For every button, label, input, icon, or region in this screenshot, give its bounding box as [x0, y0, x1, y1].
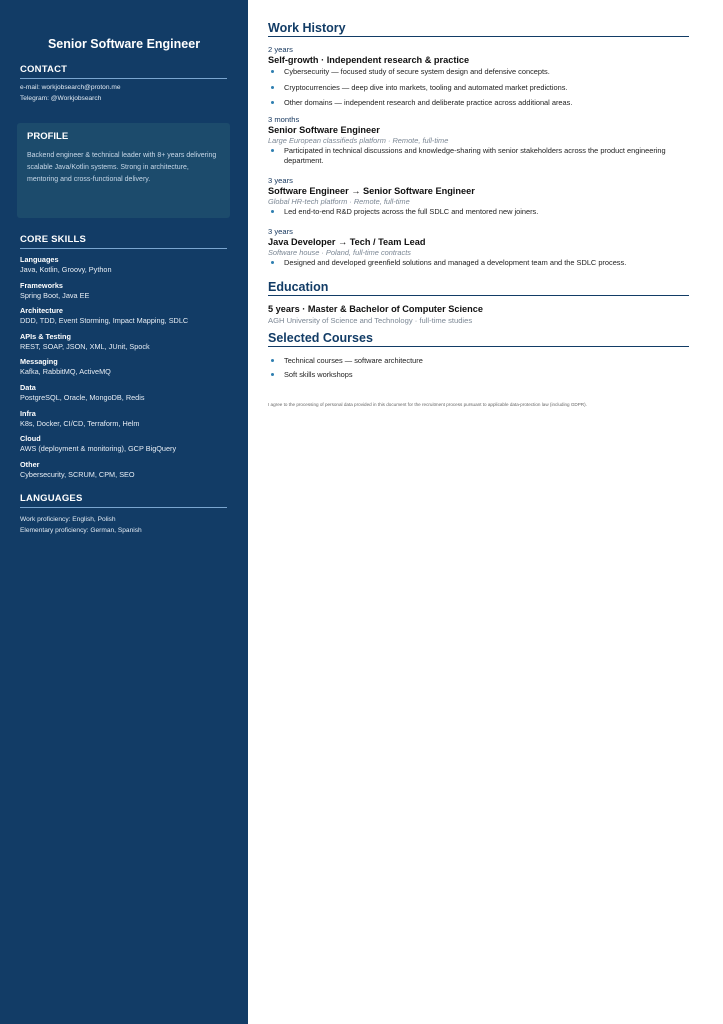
bullet-dot-icon: [271, 86, 274, 89]
skill-value: PostgreSQL, Oracle, MongoDB, Redis: [20, 392, 145, 402]
profile-box: [17, 123, 230, 218]
bullet-dot-icon: [271, 373, 274, 376]
job-bullet: Designed and developed greenfield solutions and managed a development team and the SDLC process.: [268, 258, 689, 268]
language-line: Work proficiency: English, Polish: [20, 516, 116, 523]
skill-group: [20, 281, 230, 301]
skill-value: Cybersecurity, SCRUM, CPM, SEO: [20, 469, 135, 479]
job-bullet: Cybersecurity — focused study of secure system design and defensive concepts.: [268, 67, 689, 77]
sidebar-title: Senior Software Engineer: [47, 37, 201, 51]
core-skills-list: [20, 255, 230, 485]
skill-label: APIs & Testing: [20, 331, 71, 341]
job-bullet: Led end-to-end R&D projects across the full SDLC and mentored new joiners.: [268, 207, 689, 217]
skill-label: Frameworks: [20, 280, 63, 290]
bullet-dot-icon: [271, 359, 274, 362]
skill-group: [20, 255, 230, 275]
bullet-dot-icon: [271, 210, 274, 213]
education-school: AGH University of Science and Technology · full-time studies: [268, 316, 473, 325]
skill-value: Spring Boot, Java EE: [20, 290, 90, 300]
contact-email: e-mail: workjobsearch@proton.me: [20, 84, 121, 91]
skill-label: Other: [20, 459, 40, 469]
skill-value: AWS (deployment & monitoring), GCP BigQuery: [20, 444, 177, 454]
bullet-dot-icon: [271, 261, 274, 264]
skill-value: Kafka, RabbitMQ, ActiveMQ: [20, 367, 111, 377]
skill-group: [20, 434, 230, 454]
job-entry: [268, 115, 689, 165]
job-bullet: Cryptocurrencies — deep dive into markets, tooling and automated market predictions.: [268, 83, 689, 93]
job-role: Senior Software Engineer: [268, 125, 380, 135]
skill-group: [20, 357, 230, 377]
skill-label: Data: [20, 382, 36, 392]
skill-group: [20, 460, 230, 480]
languages-heading: LANGUAGES: [20, 493, 227, 508]
job-role: Self-growth · Independent research & practice: [268, 55, 470, 65]
job-company: Software house · Poland, full-time contracts: [268, 248, 411, 257]
contact-heading: CONTACT: [20, 64, 227, 79]
profile-heading: PROFILE: [27, 131, 69, 142]
education-degree: 5 years · Master & Bachelor of Computer Science: [268, 304, 483, 314]
sidebar: [0, 0, 248, 1024]
job-entry: [268, 176, 689, 217]
skill-label: Infra: [20, 408, 36, 418]
skill-value: Java, Kotlin, Groovy, Python: [20, 265, 112, 274]
course-item: [268, 356, 688, 366]
job-entry: [268, 227, 689, 268]
course-item: [268, 370, 688, 380]
course-bullet: Soft skills workshops: [268, 370, 688, 380]
skill-value: K8s, Docker, CI/CD, Terraform, Helm: [20, 418, 140, 428]
gdpr-clause: I agree to the processing of personal data provided in this document for the recruitment process pursuant to applicable data-protection law (including GDPR).: [268, 402, 587, 407]
skill-group: [20, 409, 230, 429]
bullet-dot-icon: [271, 70, 274, 73]
core-skills-heading: CORE SKILLS: [20, 234, 227, 249]
job-duration: 3 months: [268, 115, 300, 124]
job-duration: 3 years: [268, 227, 293, 236]
skill-label: Architecture: [20, 306, 63, 316]
skill-group: [20, 332, 230, 352]
job-bullet: Other domains — independent research and deliberate practice across additional areas.: [268, 98, 689, 108]
job-duration: 3 years: [268, 176, 293, 185]
skill-group: [20, 306, 230, 326]
skill-value: DDD, TDD, Event Storming, Impact Mapping, SDLC: [20, 316, 189, 326]
job-duration: 2 years: [268, 45, 293, 54]
profile-text: Backend engineer & technical leader with 8+ years delivering scalable Java/Kotlin systems. Strong in architecture, mentoring and cross-functional delivery.: [27, 152, 217, 183]
contact-telegram: Telegram: @Workjobsearch: [20, 95, 102, 102]
skill-value: REST, SOAP, JSON, XML, JUnit, Spock: [20, 341, 150, 351]
course-bullet: Technical courses — software architecture: [268, 356, 688, 366]
job-entry: [268, 45, 689, 108]
job-company: Global HR-tech platform · Remote, full-time: [268, 197, 410, 206]
skill-group: [20, 383, 230, 403]
skill-label: Messaging: [20, 357, 58, 367]
skill-label: Cloud: [20, 434, 41, 444]
job-company: Large European classifieds platform · Remote, full-time: [268, 136, 449, 145]
language-line: Elementary proficiency: German, Spanish: [20, 527, 142, 534]
courses-heading: Selected Courses: [268, 331, 689, 347]
education-heading: Education: [268, 280, 689, 296]
job-bullet: Participated in technical discussions and knowledge-sharing with senior stakeholders across the product engineering department.: [268, 146, 689, 165]
work-history-heading: Work History: [268, 21, 689, 37]
bullet-dot-icon: [271, 149, 274, 152]
bullet-dot-icon: [271, 101, 274, 104]
job-role: Software Engineer → Senior Software Engineer: [268, 186, 475, 196]
job-role: Java Developer → Tech / Team Lead: [268, 237, 426, 247]
skill-label: Languages: [20, 255, 59, 264]
